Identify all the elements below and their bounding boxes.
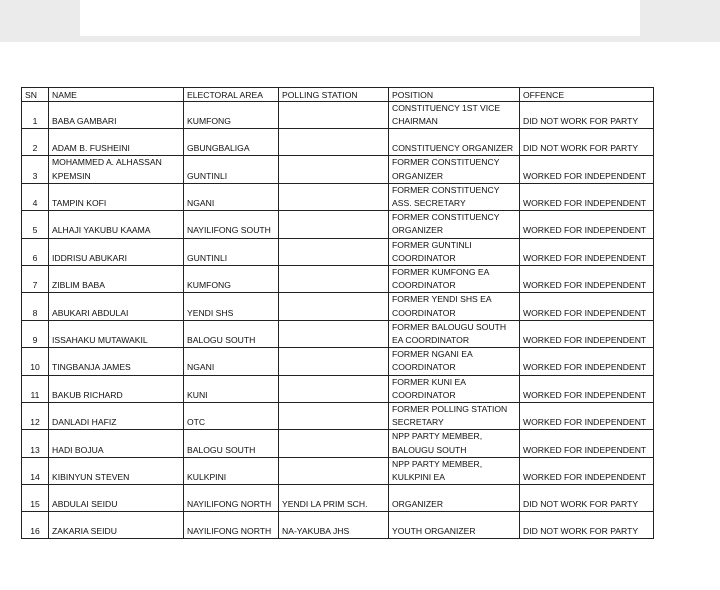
cell-sn: 4 [22, 183, 49, 210]
cell-polling-station [279, 457, 389, 484]
cell-polling-station [279, 266, 389, 293]
cell-position: FORMER NGANI EA COORDINATOR [389, 348, 520, 375]
table-row [22, 102, 654, 129]
cell-position: FORMER KUNI EA COORDINATOR [389, 375, 520, 402]
table-row [22, 512, 654, 539]
cell-electoral-area: YENDI SHS [184, 293, 279, 320]
header-position: POSITION [389, 88, 520, 102]
cell-sn: 15 [22, 485, 49, 512]
cell-sn: 3 [22, 156, 49, 183]
cell-sn: 2 [22, 129, 49, 156]
cell-electoral-area: KUMFONG [184, 266, 279, 293]
cell-polling-station [279, 348, 389, 375]
table-row [22, 211, 654, 238]
cell-offence: DID NOT WORK FOR PARTY [520, 485, 654, 512]
cell-position: FORMER CONSTITUENCY ASS. SECRETARY [389, 183, 520, 210]
cell-electoral-area: KULKPINI [184, 457, 279, 484]
table-row [22, 430, 654, 457]
cell-position: ORGANIZER [389, 485, 520, 512]
table-row [22, 485, 654, 512]
cell-position: YOUTH ORGANIZER [389, 512, 520, 539]
cell-sn: 5 [22, 211, 49, 238]
cell-electoral-area: NGANI [184, 183, 279, 210]
cell-position: FORMER BALOUGU SOUTH EA COORDINATOR [389, 320, 520, 347]
table-row [22, 403, 654, 430]
cell-offence: WORKED FOR INDEPENDENT [520, 348, 654, 375]
cell-position: FORMER YENDI SHS EA COORDINATOR [389, 293, 520, 320]
cell-name: DANLADI HAFIZ [49, 403, 184, 430]
cell-sn: 10 [22, 348, 49, 375]
cell-polling-station [279, 293, 389, 320]
cell-name: ZAKARIA SEIDU [49, 512, 184, 539]
cell-polling-station [279, 238, 389, 265]
cell-name: BABA GAMBARI [49, 102, 184, 129]
cell-electoral-area: BALOGU SOUTH [184, 320, 279, 347]
cell-sn: 1 [22, 102, 49, 129]
cell-sn: 11 [22, 375, 49, 402]
header-offence: OFFENCE [520, 88, 654, 102]
table-row [22, 266, 654, 293]
cell-sn: 8 [22, 293, 49, 320]
cell-polling-station [279, 183, 389, 210]
cell-polling-station [279, 403, 389, 430]
cell-name: MOHAMMED A. ALHASSAN KPEMSIN [49, 156, 184, 183]
header-polling-station: POLLING STATION [279, 88, 389, 102]
cell-offence: WORKED FOR INDEPENDENT [520, 183, 654, 210]
cell-offence: WORKED FOR INDEPENDENT [520, 457, 654, 484]
cell-electoral-area: OTC [184, 403, 279, 430]
header-sn: SN [22, 88, 49, 102]
cell-offence: WORKED FOR INDEPENDENT [520, 430, 654, 457]
cell-sn: 7 [22, 266, 49, 293]
table-row [22, 348, 654, 375]
table-row [22, 156, 654, 183]
cell-position: NPP PARTY MEMBER, KULKPINI EA [389, 457, 520, 484]
table-row [22, 375, 654, 402]
cell-sn: 12 [22, 403, 49, 430]
cell-offence: DID NOT WORK FOR PARTY [520, 129, 654, 156]
cell-sn: 16 [22, 512, 49, 539]
cell-polling-station [279, 320, 389, 347]
cell-offence: WORKED FOR INDEPENDENT [520, 320, 654, 347]
header-name: NAME [49, 88, 184, 102]
table-row [22, 293, 654, 320]
suspension-table [21, 87, 654, 539]
cell-position: FORMER CONSTITUENCY ORGANIZER [389, 156, 520, 183]
cell-name: HADI BOJUA [49, 430, 184, 457]
cell-electoral-area: NAYILIFONG SOUTH [184, 211, 279, 238]
cell-position: FORMER POLLING STATION SECRETARY [389, 403, 520, 430]
cell-name: KIBINYUN STEVEN [49, 457, 184, 484]
cell-offence: WORKED FOR INDEPENDENT [520, 266, 654, 293]
cell-name: ISSAHAKU MUTAWAKIL [49, 320, 184, 347]
cell-electoral-area: KUNI [184, 375, 279, 402]
cell-sn: 9 [22, 320, 49, 347]
cell-offence: WORKED FOR INDEPENDENT [520, 238, 654, 265]
cell-name: IDDRISU ABUKARI [49, 238, 184, 265]
cell-position: FORMER KUMFONG EA COORDINATOR [389, 266, 520, 293]
cell-name: TINGBANJA JAMES [49, 348, 184, 375]
cell-polling-station [279, 375, 389, 402]
cell-offence: WORKED FOR INDEPENDENT [520, 293, 654, 320]
cell-offence: DID NOT WORK FOR PARTY [520, 102, 654, 129]
cell-electoral-area: GUNTINLI [184, 156, 279, 183]
cell-polling-station: NA-YAKUBA JHS [279, 512, 389, 539]
cell-offence: DID NOT WORK FOR PARTY [520, 512, 654, 539]
table-body [22, 102, 654, 539]
table-row [22, 320, 654, 347]
cell-name: TAMPIN KOFI [49, 183, 184, 210]
cell-electoral-area: GUNTINLI [184, 238, 279, 265]
table-row [22, 129, 654, 156]
top-blank-card [80, 0, 640, 36]
cell-electoral-area: KUMFONG [184, 102, 279, 129]
cell-name: BAKUB RICHARD [49, 375, 184, 402]
cell-offence: WORKED FOR INDEPENDENT [520, 156, 654, 183]
cell-position: CONSTITUENCY 1ST VICE CHAIRMAN [389, 102, 520, 129]
cell-offence: WORKED FOR INDEPENDENT [520, 403, 654, 430]
cell-offence: WORKED FOR INDEPENDENT [520, 375, 654, 402]
cell-polling-station: YENDI LA PRIM SCH. [279, 485, 389, 512]
cell-electoral-area: NAYILIFONG NORTH [184, 512, 279, 539]
cell-name: ABUKARI ABDULAI [49, 293, 184, 320]
cell-position: FORMER CONSTITUENCY ORGANIZER [389, 211, 520, 238]
cell-electoral-area: NAYILIFONG NORTH [184, 485, 279, 512]
cell-polling-station [279, 129, 389, 156]
cell-electoral-area: GBUNGBALIGA [184, 129, 279, 156]
cell-polling-station [279, 156, 389, 183]
cell-offence: WORKED FOR INDEPENDENT [520, 211, 654, 238]
cell-polling-station [279, 430, 389, 457]
cell-sn: 13 [22, 430, 49, 457]
cell-sn: 14 [22, 457, 49, 484]
cell-name: ZIBLIM BABA [49, 266, 184, 293]
table-row [22, 457, 654, 484]
cell-sn: 6 [22, 238, 49, 265]
cell-name: ADAM B. FUSHEINI [49, 129, 184, 156]
table-row [22, 183, 654, 210]
cell-name: ALHAJI YAKUBU KAAMA [49, 211, 184, 238]
cell-polling-station [279, 211, 389, 238]
cell-position: NPP PARTY MEMBER, BALOUGU SOUTH [389, 430, 520, 457]
table-row [22, 238, 654, 265]
cell-polling-station [279, 102, 389, 129]
header-electoral-area: ELECTORAL AREA [184, 88, 279, 102]
table-header-row [22, 88, 654, 102]
cell-name: ABDULAI SEIDU [49, 485, 184, 512]
cell-electoral-area: BALOGU SOUTH [184, 430, 279, 457]
cell-position: FORMER GUNTINLI COORDINATOR [389, 238, 520, 265]
cell-position: CONSTITUENCY ORGANIZER [389, 129, 520, 156]
cell-electoral-area: NGANI [184, 348, 279, 375]
